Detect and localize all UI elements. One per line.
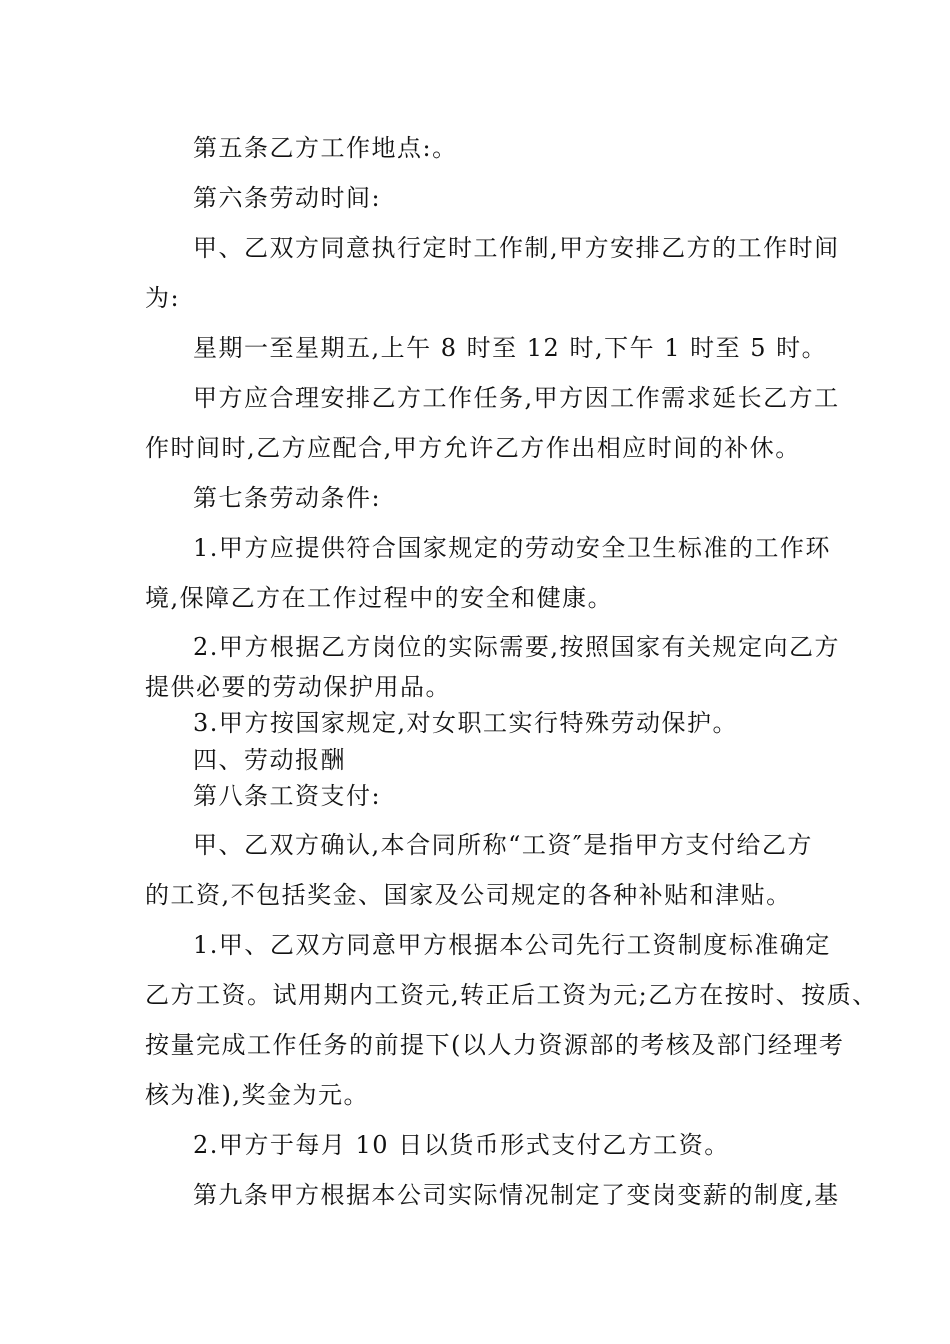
text-line: 3.甲方按国家规定,对女职工实行特殊劳动保护。 [193, 709, 739, 737]
text-line: 2.甲方于每月 10 日以货币形式支付乙方工资。 [193, 1131, 730, 1159]
text-line-article-9: 第九条甲方根据本公司实际情况制定了变岗变薪的制度,基 [193, 1181, 840, 1209]
text-line: 2.甲方根据乙方岗位的实际需要,按照国家有关规定向乙方 [193, 633, 841, 661]
text-line: 核为准),奖金为元。 [145, 1081, 369, 1109]
text-line: 甲方应合理安排乙方工作任务,甲方因工作需求延长乙方工 [193, 384, 840, 412]
text-line: 1.甲方应提供符合国家规定的劳动安全卫生标准的工作环 [193, 534, 831, 562]
text-line: 按量完成工作任务的前提下(以人力资源部的考核及部门经理考 [145, 1031, 845, 1059]
text-line: 1.甲、乙双方同意甲方根据本公司先行工资制度标准确定 [193, 931, 831, 959]
text-line-article-6: 第六条劳动时间: [193, 184, 382, 212]
text-line: 甲、乙双方确认,本合同所称“工资″是指甲方支付给乙方 [193, 831, 813, 859]
text-line: 星期一至星期五,上午 8 时至 12 时,下午 1 时至 5 时。 [193, 334, 828, 362]
text-line: 作时间时,乙方应配合,甲方允许乙方作出相应时间的补休。 [145, 434, 801, 462]
text-line: 为: [145, 284, 181, 312]
text-line: 的工资,不包括奖金、国家及公司规定的各种补贴和津贴。 [145, 881, 792, 909]
text-line: 境,保障乙方在工作过程中的安全和健康。 [145, 584, 614, 612]
text-line: 甲、乙双方同意执行定时工作制,甲方安排乙方的工作时间 [193, 234, 840, 262]
text-line-article-8: 第八条工资支付: [193, 782, 382, 810]
section-heading: 四、劳动报酬 [193, 746, 346, 774]
text-line-article-5: 第五条乙方工作地点:。 [193, 134, 458, 162]
text-line-article-7: 第七条劳动条件: [193, 484, 382, 512]
text-line: 提供必要的劳动保护用品。 [145, 673, 451, 701]
text-line: 乙方工资。试用期内工资元,转正后工资为元;乙方在按时、按质、 [145, 981, 878, 1009]
